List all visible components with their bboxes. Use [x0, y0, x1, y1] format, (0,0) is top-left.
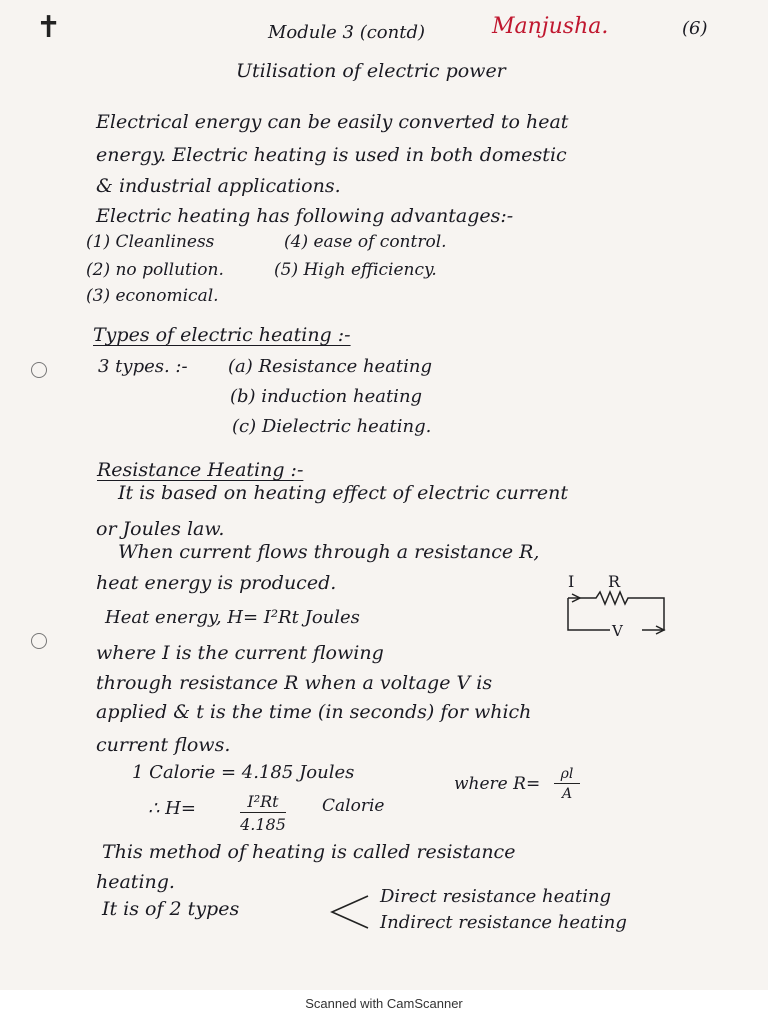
advantage-item: (2) no pollution. — [86, 260, 224, 280]
page-number: (6) — [682, 18, 708, 39]
resistance-type: Direct resistance heating — [380, 886, 612, 907]
resistance-text: through resistance R when a voltage V is — [96, 672, 493, 694]
binder-hole — [31, 362, 47, 378]
advantage-item: (1) Cleanliness — [86, 232, 215, 252]
scanner-watermark: Scanned with CamScanner — [305, 996, 463, 1011]
resistance-heading: Resistance Heating :- — [97, 459, 304, 481]
intro-line: Electrical energy can be easily converted to heat — [96, 111, 569, 133]
resistance-text: It is based on heating effect of electric current — [118, 482, 569, 504]
resistance-text: or Joules law. — [96, 518, 225, 540]
resistance-formula-prefix: where R= — [454, 774, 541, 794]
circuit-label-current: I — [568, 572, 575, 591]
circuit-diagram — [560, 590, 670, 640]
fraction-numerator: ρl — [554, 766, 580, 784]
heat-energy-formula: Heat energy, H= I²Rt Joules — [105, 607, 360, 628]
calorie-conversion: 1 Calorie = 4.185 Joules — [132, 762, 355, 783]
advantage-item: (3) economical. — [86, 286, 219, 306]
resistance-text: heating. — [96, 871, 175, 893]
fraction-numerator: I²Rt — [240, 792, 286, 813]
type-item: (c) Dielectric heating. — [232, 416, 432, 437]
resistance-fraction — [554, 766, 580, 802]
module-heading: Module 3 (contd) — [268, 22, 425, 43]
author-signature: Manjusha. — [492, 14, 609, 39]
brace-symbol — [328, 894, 372, 930]
heat-calorie-fraction — [240, 792, 286, 834]
resistance-types-lead: It is of 2 types — [102, 898, 240, 920]
heat-calorie-unit: Calorie — [322, 796, 385, 816]
types-lead: 3 types. :- — [98, 356, 188, 377]
resistance-text: When current flows through a resistance R, — [118, 541, 540, 563]
advantages-heading: Electric heating has following advantages:- — [96, 205, 514, 227]
advantage-item: (5) High efficiency. — [274, 260, 437, 280]
intro-line: & industrial applications. — [96, 175, 341, 197]
resistance-text: This method of heating is called resistance — [102, 841, 516, 863]
page-title: Utilisation of electric power — [236, 60, 506, 82]
heat-calorie-prefix: ∴ H= — [148, 798, 196, 819]
advantage-item: (4) ease of control. — [284, 232, 447, 252]
fraction-denominator: A — [561, 786, 573, 802]
resistance-text: applied & t is the time (in seconds) for which — [96, 701, 532, 723]
circuit-label-resistance: R — [608, 572, 621, 591]
intro-line: energy. Electric heating is used in both domestic — [96, 144, 567, 166]
binder-hole — [31, 633, 47, 649]
type-item: (b) induction heating — [230, 386, 423, 407]
types-heading: Types of electric heating :- — [93, 324, 351, 346]
resistance-text: heat energy is produced. — [96, 572, 337, 594]
fraction-denominator: 4.185 — [240, 815, 286, 834]
cross-mark: ✝ — [36, 10, 62, 45]
resistance-text: where I is the current flowing — [96, 642, 384, 664]
resistance-type: Indirect resistance heating — [380, 912, 627, 933]
resistance-text: current flows. — [96, 734, 231, 756]
circuit-label-voltage: V — [612, 622, 623, 640]
type-item: (a) Resistance heating — [228, 356, 433, 377]
